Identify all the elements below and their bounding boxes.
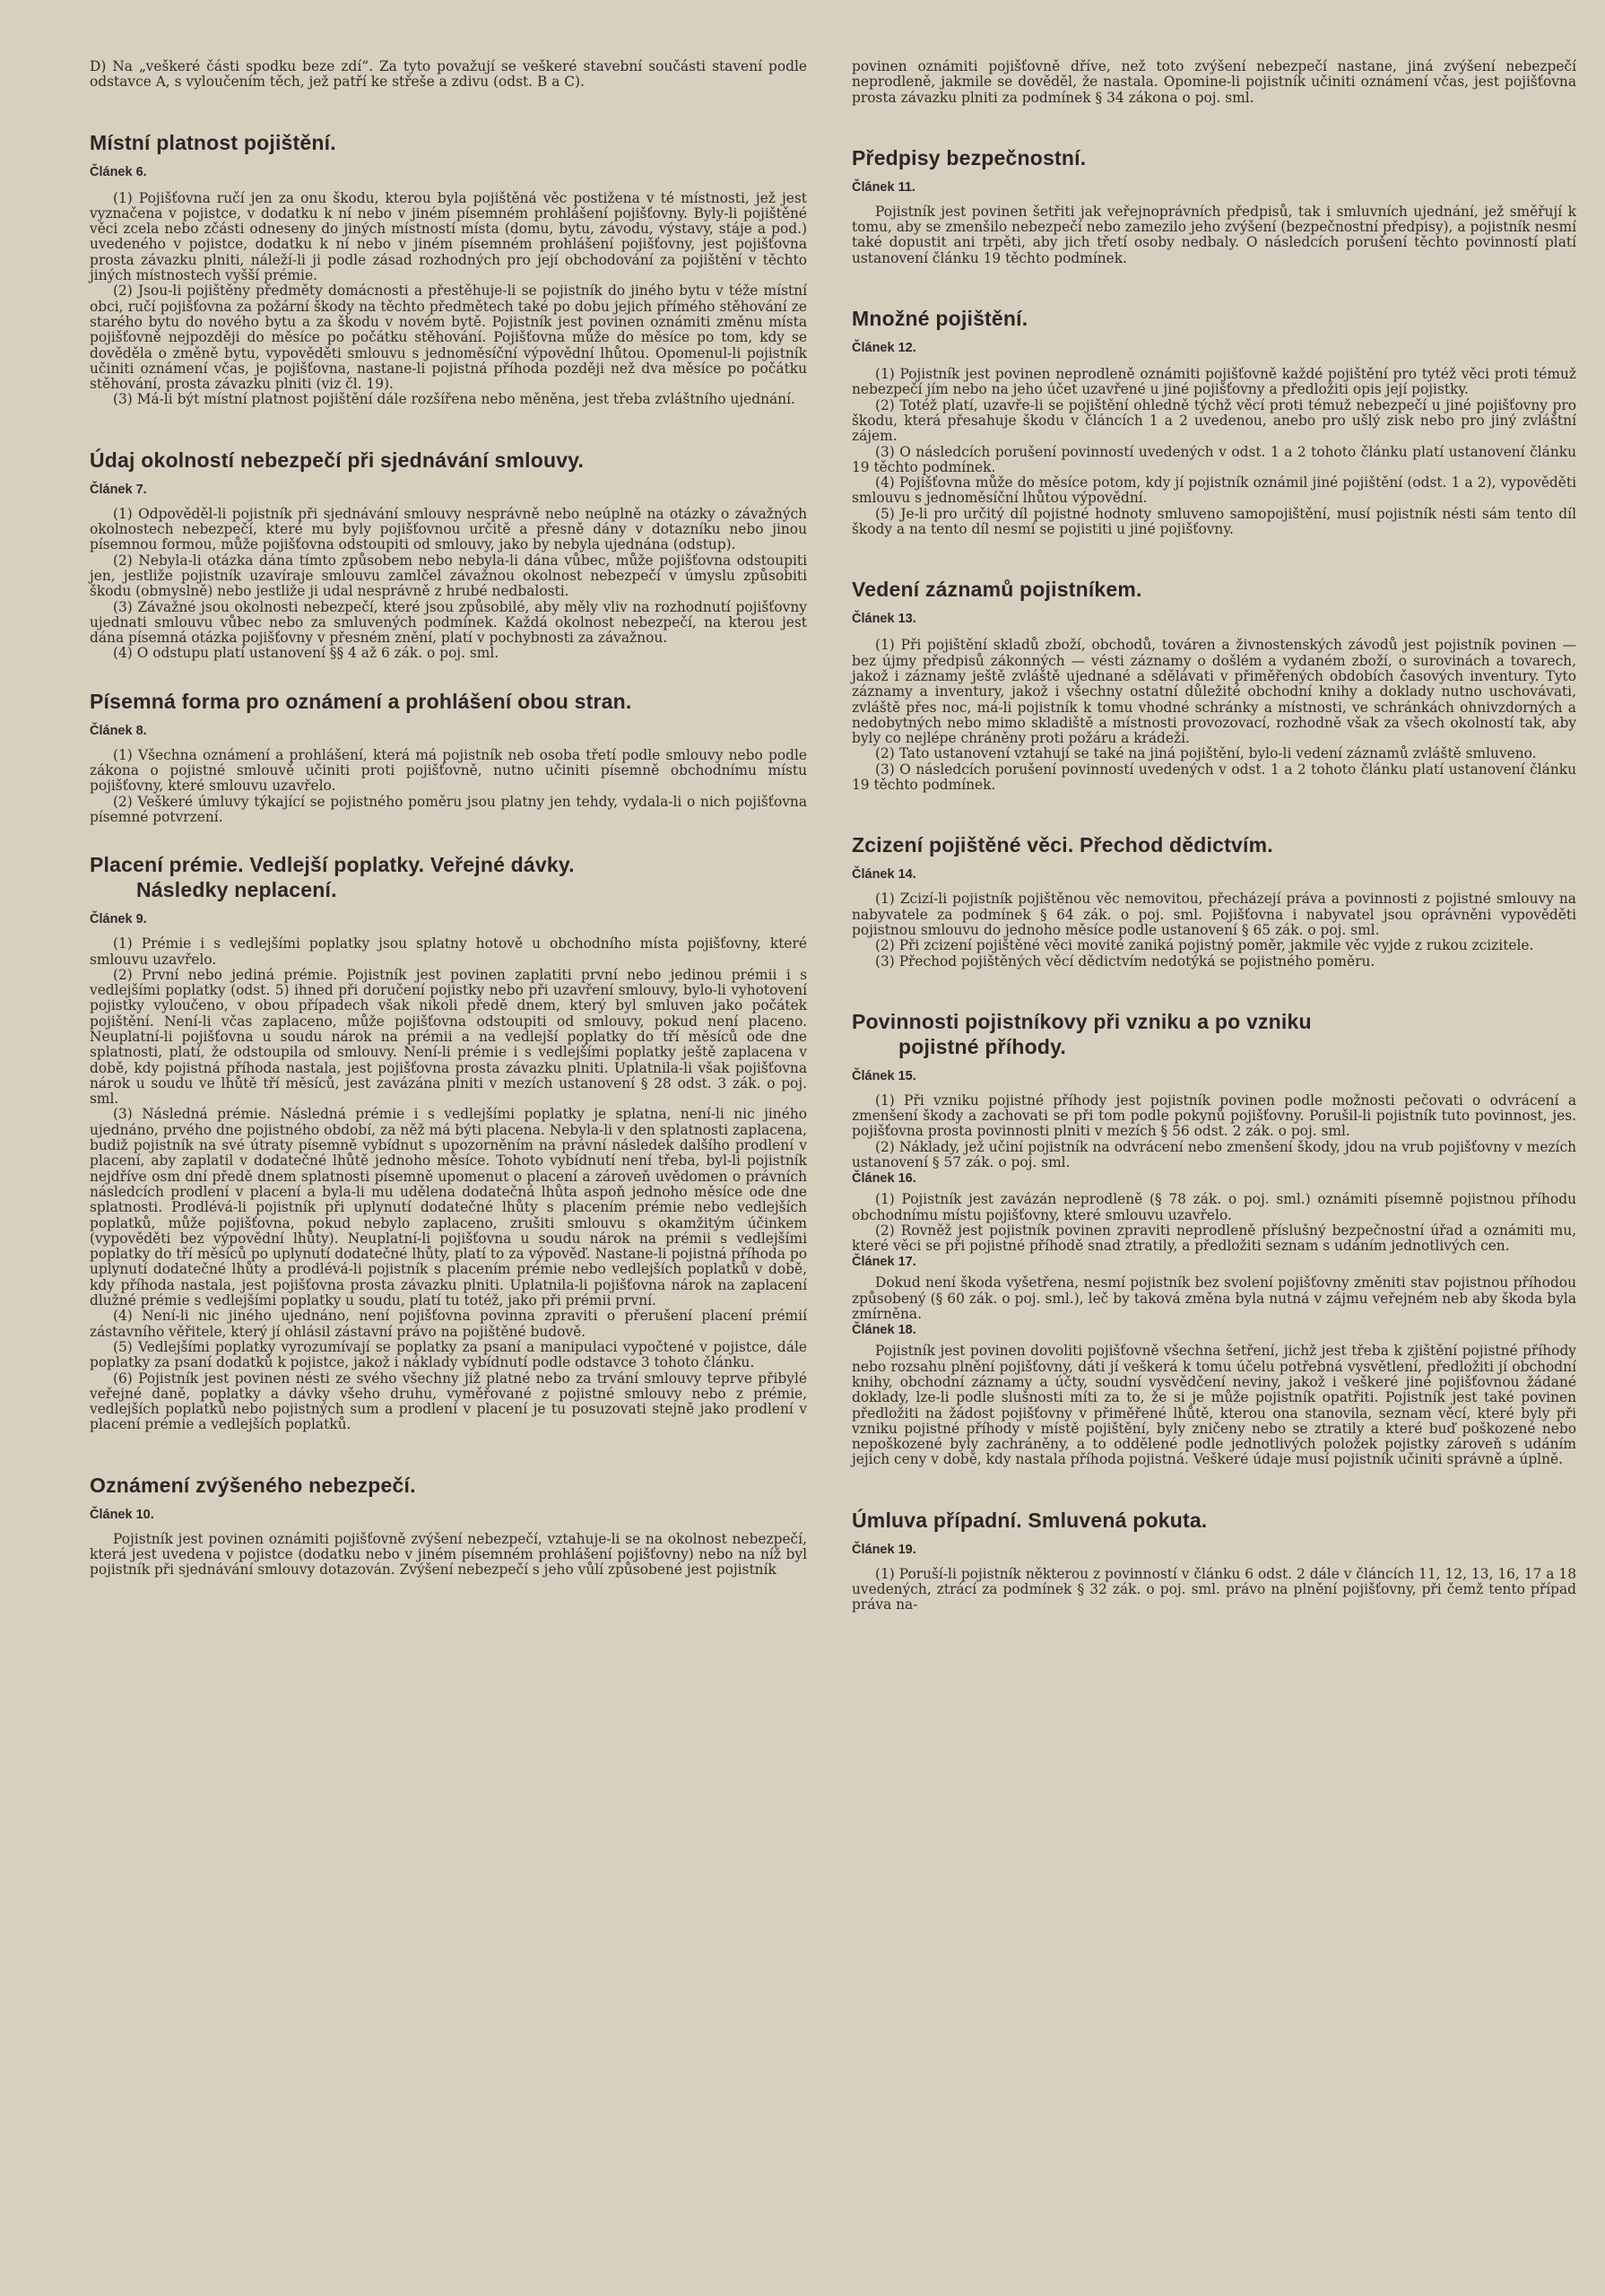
article-8-para-2: (2) Veškeré úmluvy týkající se pojistného poměru jsou platny jen tehdy, vydala-li o nich pojišťovna písemné potvrzení.: [90, 793, 807, 825]
article-7-heading: Článek 7.: [90, 482, 147, 497]
article-15-para-2: (2) Náklady, jež učiní pojistník na odvrácení nebo zmenšení škody, jdou na vrub pojišťovny v mezích ustanovení § 57 zák. o poj. sml.: [852, 1138, 1576, 1170]
section-title-pisemna-forma: Písemná forma pro oznámení a prohlášení obou stran.: [90, 689, 632, 713]
right-column: [852, 59, 1576, 1613]
article-14-para-2: (2) Při zcizení pojištěné věci movité zaniká pojistný poměr, jakmile věc vyjde z rukou zcizitele.: [875, 937, 1534, 954]
article-10-heading: Článek 10.: [90, 1507, 154, 1522]
article-9-para-1: (1) Prémie i s vedlejšími poplatky jsou splatny hotově u obchodního místa pojišťovny, které smlouvu uzavřelo.: [90, 935, 807, 968]
article-7-para-3: (3) Závažné jsou okolnosti nebezpečí, které jsou způsobilé, aby měly vliv na rozhodnutí pojišťovny ujednati smlouvu vůbec nebo za smluvených podmínek. Každá okolnost nebezpečí, na kterou jest dána písemná otázka pojišťovny v přesném znění, platí v pochybnosti za závažnou.: [90, 598, 807, 647]
article-11-heading: Článek 11.: [852, 179, 915, 195]
article-12-heading: Článek 12.: [852, 341, 916, 356]
article-9-para-3: (3) Následná prémie. Následná prémie i s vedlejšími poplatky je splatna, není-li nic jiného ujednáno, prvého dne pojistného období, za něž má býti placena. Nebyla-li v den splatnosti zaplacena, budiž pojistník na své útraty písemně vybídnut s upozorněním na právní následek dalšího prodlení v placení, aby zaplatil v dodatečné lhůtě jednoho měsíce. Tohoto vybídnutí není třeba, byl-li pojistník nejdříve osm dní předě dnem splatnosti písemně upomenut o placení a zároveň uvědomen o právních následcích prodlení v placení a byla-li mu udělena dodatečná lhůta aspoň jednoho měsíce ode dne splatnosti. Prodlévá-li pojistník při uplynutí dodatečné lhůty s placením prémie nebo vedlejších poplatků, může pojišťovna, pokud nebylo zaplaceno, zrušiti smlouvu s okamžitým účinkem (vypověděti bez výpovědní lhůty). Neuplatní-li pojišťovna u soudu nárok na prémii s vedlejšími poplatky do tří měsíců po uplynutí dodatečné lhůty, platí to za výpověď. Nastane-li pojistná příhoda po uplynutí dodatečné lhůty a prodlévá-li pojistník s placením prémie nebo vedlejších poplatků v době, kdy příhoda nastala, jest pojišťovna prosta závazku plniti. Uplatnila-li pojišťovna nárok na zaplacení dlužné prémie s vedlejšími poplatky u soudu, platí tu totéž, jako při prémii první.: [90, 1106, 807, 1309]
article-13-para-3: (3) O následcích porušení povinností uvedených v odst. 1 a 2 tohoto článku platí ustanovení článku 19 těchto podmínek.: [852, 761, 1576, 794]
section-title-vedeni-zaznamu: Vedení záznamů pojistníkem.: [852, 578, 1142, 602]
section-title-placeni-premie: Placení prémie. Vedlejší poplatky. Veřejné dávky.: [90, 853, 575, 877]
article-18-para-1: Pojistník jest povinen dovoliti pojišťovně všechna šetření, jichž jest třeba k zjištění pojistné příhody nebo rozsahu plnění pojišťovny, dáti jí veškerá k tomu účelu potřebná vysvětlení, předložiti jí obchodní knihy, obchodní záznamy a účty, soudní vysvědčení neviny, jakož i veškeré jiné pojišťovnou žádané doklady, lze-li podle slušnosti míti za to, že si je může pojistník opatřiti. Pojistník jest také povinen předložiti na žádost pojišťovny v přiměřené lhůtě, kterou ona stanovila, seznam věcí, které byly při vzniku pojistné příhody v místě pojištění, byly zničeny nebo se ztratily a které buď poškozené nebo nepoškozené byly zachráněny, a to oddělené podle jednotlivých položek pojistky zároveň s udáním jejich ceny v době, kdy nastala příhoda pojistná. Veškeré údaje musí pojistník učiniti správně a úplně.: [852, 1343, 1576, 1468]
article-6-para-3: (3) Má-li být místní platnost pojištění dále rozšířena nebo měněna, jest třeba zvláštního ujednání.: [113, 391, 795, 408]
article-7-para-4: (4) O odstupu platí ustanovení §§ 4 až 6 zák. o poj. sml.: [113, 645, 499, 662]
section-title-zcizeni: Zcizení pojištěné věci. Přechod dědictvím.: [852, 833, 1273, 857]
article-16-para-2: (2) Rovněž jest pojistník povinen zpraviti neprodleně příslušný bezpečnostní úřad a oznámiti mu, které věci se při pojistné příhodě snad ztratily, a předložiti seznam s udáním jednotlivých cen.: [852, 1222, 1576, 1255]
article-7-para-1: (1) Odpověděl-li pojistník při sjednávání smlouvy nesprávně nebo neúplně na otázky o závažných okolnostech nebezpečí, které mu byly pojišťovnou určitě a přesně dány v dotazníku nebo jinou písemnou formou, může pojišťovna odstoupiti od smlouvy, jako by nebyla ujednána (odstup).: [90, 505, 807, 553]
article-6-para-1: (1) Pojišťovna ručí jen za onu škodu, kterou byla pojištěná věc postižena v té místnosti, jež jest vyznačena v pojistce, v dodatku k ní nebo v jiném písemném prohlášení pojišťovny. Byly-li pojištěné věci zcela nebo zčásti odneseny do jiných místností místa (domu, bytu, závodu, výstavy, stáje a pod.) uvedeného v pojistce, dodatku k ní nebo v jiném písemném prohlášení pojišťovny, jest pojišťovna prosta závazku plniti, náleží-li ji podle zásad rozhodných pro její obchodování za pojištění v těchto jiných místnostech vyšší prémie.: [90, 189, 807, 284]
section-title-oznameni-nebezpeci: Oznámení zvýšeného nebezpečí.: [90, 1473, 416, 1497]
article-16-heading: Článek 16.: [852, 1171, 916, 1187]
section-title-predpisy: Předpisy bezpečnostní.: [852, 145, 1087, 170]
article-19-heading: Článek 19.: [852, 1542, 916, 1557]
article-12-para-3: (3) O následcích porušení povinností uvedených v odst. 1 a 2 tohoto článku platí ustanovení článku 19 těchto podmínek.: [852, 443, 1576, 475]
section-title-udaj-okolnosti: Údaj okolností nebezpečí při sjednávání smlouvy.: [90, 448, 585, 472]
article-19-para-1: (1) Poruší-li pojistník některou z povinností v článku 6 odst. 2 dále v článcích 11, 12, 13, 16, 17 a 18 uvedených, ztrácí za podmínek § 32 zák. o poj. sml. právo na plnění pojišťovny, při čemž tento případ práva na-: [852, 1565, 1576, 1613]
section-title-umluva: Úmluva případní. Smluvená pokuta.: [852, 1508, 1208, 1532]
article-9-para-2: (2) První nebo jediná prémie. Pojistník jest povinen zaplatiti první nebo jedinou prémii i s vedlejšími poplatky (odst. 5) ihned při doručení pojistky nebo při uzavření smlouvy, bylo-li vyhotovení pojistky vyloučeno, v obou případech však nikoli předě dnem, který byl smluven jako počátek pojištění. Není-li včas zaplaceno, může pojišťovna odstoupiti od smlouvy, pokud není placeno. Neuplatní-li pojišťovna u soudu nárok na prémii a na vedlejší poplatky do tří měsíců ode dne splatnosti, platí, že odstoupila od smlouvy. Není-li prémie i s vedlejšími poplatky ještě zaplacena v době, kdy pojistná příhoda nastala, jest pojišťovna prosta závazku plniti. Uplatnila-li však pojišťovna nárok u soudu ve lhůtě tří měsíců, jest zavázána plniti v mezích ustanovení § 28 odst. 3 zák. o poj. sml.: [90, 966, 807, 1108]
article-13-para-2: (2) Tato ustanovení vztahují se také na jiná pojištění, bylo-li vedení záznamů zvláště smluveno.: [875, 745, 1537, 762]
article-16-para-1: (1) Pojistník jest zavázán neprodleně (§ 78 zák. o poj. sml.) oznámiti písemně pojistnou příhodu obchodnímu místu pojišťovny, které smlouvu uzavřelo.: [852, 1191, 1576, 1223]
article-15-para-1: (1) Při vzniku pojistné příhody jest pojistník povinen podle možnosti pečovati o odvrácení a zmenšení škody a zachovati se při tom podle pokynů pojišťovny. Porušil-li pojistník tuto povinnost, jes. pojišťovna prosta povinnosti plniti v mezích § 56 odst. 2 zák. o poj. sml.: [852, 1091, 1576, 1140]
article-8-heading: Článek 8.: [90, 723, 147, 738]
section-title-mistni-platnost: Místní platnost pojištění.: [90, 130, 336, 154]
article-9-para-5: (5) Vedlejšími poplatky vyrozumívají se poplatky za psaní a manipulaci vypočtené v pojistce, dále poplatky za psaní dodatků k pojistce, jakož i náklady vybídnutí podle odstavce 3 tohoto článku.: [90, 1338, 807, 1371]
article-17-para-1: Dokud není škoda vyšetřena, nesmí pojistník bez svolení pojišťovny změniti stav pojistnou příhodou způsobený (§ 60 zák. o poj. sml.), leč by taková změna byla nutná v zájmu veřejném neb aby škoda byla zmírněna.: [852, 1274, 1576, 1323]
article-12-para-4: (4) Pojišťovna může do měsíce potom, kdy jí pojistník oznámil jiné pojištění (odst. 1 a 2), vypověděti smlouvu s jednoměsíční lhůtou výpovědní.: [852, 474, 1576, 507]
section-title-pojistne-prihody: pojistné příhody.: [898, 1034, 1066, 1058]
article-9-para-6: (6) Pojistník jest povinen nésti ze svého všechny již platné nebo za trvání smlouvy teprve přibylé veřejné daně, poplatky a dávky všeho druhu, vyměřované z pojistné smlouvy nebo z prémie, vedlejších poplatků nebo pojistných sum a prodlení v placení je tu posuzovati stejně jako prodlení v placení prémie a vedlejších poplatků.: [90, 1370, 807, 1433]
article-12-para-2: (2) Totéž platí, uzavře-li se pojištění ohledně týchž věcí proti témuž nebezpečí u jiné pojišťovny pro škodu, která přesahuje škodu v článcích 1 a 2 uvedenou, anebo pro ušlý zisk nebo pro jiný zvláštní zájem.: [852, 396, 1576, 445]
article-14-heading: Článek 14.: [852, 867, 916, 883]
section-title-povinnosti: Povinnosti pojistníkovy při vzniku a po vzniku: [852, 1009, 1312, 1033]
paragraph-d: D) Na „veškeré části spodku beze zdí“. Za tyto považují se veškeré stavební součásti stavení podle odstavce A, s vyloučením těch, jež patří ke střeše a zdivu (odst. B a C).: [90, 58, 807, 91]
article-14-para-3: (3) Přechod pojištěných věcí dědictvím nedotýká se pojistného poměru.: [875, 952, 1375, 970]
article-9-para-4: (4) Není-li nic jiného ujednáno, není pojišťovna povinna zpraviti o přerušení placení prémií zástavního věřitele, který jí ohlásil zástavní právo na pojištěné budově.: [90, 1308, 807, 1340]
section-title-mnozne-pojisteni: Množné pojištění.: [852, 307, 1028, 331]
article-10-continuation: povinen oznámiti pojišťovně dříve, než toto zvýšení nebezpečí nastane, jiná zvýšení nebezpečí neprodleně, jakmile se dověděl, že nastala. Opomine-li pojistník učiniti oznámení včas, jest pojišťovna prosta závazku plniti za podmínek § 34 zákona o poj. sml.: [852, 58, 1576, 106]
left-column: [90, 59, 807, 1578]
article-15-heading: Článek 15.: [852, 1068, 916, 1083]
article-12-para-1: (1) Pojistník jest povinen neprodleně oznámiti pojišťovně každé pojištění pro tytéž věci proti témuž nebezpečí jím nebo na jeho účet uzavřené u jiné pojišťovny a předložiti opis její pojistky.: [852, 366, 1576, 398]
article-9-heading: Článek 9.: [90, 912, 147, 927]
article-18-heading: Článek 18.: [852, 1323, 916, 1338]
article-12-para-5: (5) Je-li pro určitý díl pojistné hodnoty smluveno samopojištění, musí pojistník nésti sám tento díl škody a na tento díl nesmí se pojistiti u jiné pojišťovny.: [852, 505, 1576, 538]
article-14-para-1: (1) Zcizí-li pojistník pojištěnou věc nemovitou, přecházejí práva a povinnosti z pojistné smlouvy na nabyvatele za podmínek § 64 zák. o poj. sml. Pojišťovna i nabyvatel jsou oprávněni vypověděti pojistnou smlouvu do jednoho měsíce podle ustanovení § 65 zák. o poj. sml.: [852, 891, 1576, 938]
article-11-para-1: Pojistník jest povinen šetřiti jak veřejnoprávních předpisů, tak i smluvních ujednání, jež směřují k tomu, aby se zmenšilo nebezpečí nebo zamezilo jeho zvýšení (bezpečnostní předpisy), a pojistník nesmí také dopustit ani trpěti, aby jich třetí osoby nedbaly. O následcích porušení těchto povinností platí ustanovení článku 19 těchto podmínek.: [852, 203, 1576, 266]
article-13-para-1: (1) Při pojištění skladů zboží, obchodů, továren a živnostenských závodů jest pojistník povinen — bez újmy předpisů zákonných — vésti záznamy o došlém a vydaném zboží, o surovinách a tovarech, jakož i záznamy ještě zvláště ujednané a sdělávati v přiměřených obdobích časových inventury. Tyto záznamy a inventury, jakož i všechny ostatní důležité obchodní knihy a doklady nutno uschovávati, zvláště přes noc, má-li pojistník k tomu vhodné schránky a místnosti, ve schránkách ohnivzdorných a nedobytných nebo mimo skladiště a místnosti provozovací, rozhodně však za všech okolností tak, aby byly co nejlépe chráněny proti požáru a krádeži.: [852, 637, 1576, 747]
article-13-heading: Článek 13.: [852, 612, 916, 627]
article-8-para-1: (1) Všechna oznámení a prohlášení, která má pojistník neb osoba třetí podle smlouvy nebo podle zákona o pojistné smlouvě učiniti proti pojišťovně, nutno učiniti písemně obchodnímu místu pojišťovny, které smlouvu uzavřelo.: [90, 746, 807, 795]
article-6-para-2: (2) Jsou-li pojištěny předměty domácnosti a přestěhuje-li se pojistník do jiného bytu v téže místní obci, ručí pojišťovna za požární škody na těchto předmětech také po dobu jejich přímého stěhování ze starého bytu do nového bytu a za škodu v novém bytě. Pojistník jest povinen oznámiti změnu místa pojišťovně nejpozději do měsíce po počátku stěhování. Pojišťovna může do měsíce po tom, kdy se dověděla o změně bytu, vypověděti smlouvu s jednoměsíční výpovědní lhůtou. Opomenul-li pojistník učiniti oznámení včas, je pojišťovna, nastane-li pojistná příhoda později než dva měsíce po počátku stěhování, prosta závazku plniti (viz čl. 19).: [90, 283, 807, 393]
article-10-para-1: Pojistník jest povinen oznámiti pojišťovně zvýšení nebezpečí, vztahuje-li se na okolnost nebezpečí, která jest uvedena v pojistce (dodatku nebo v jiném písemném prohlášení pojišťovny) nebo na níž byl pojistník při sjednávání smlouvy dotazován. Zvýšení nebezpečí s jeho vůlí způsobené jest pojistník: [90, 1530, 807, 1578]
article-7-para-2: (2) Nebyla-li otázka dána tímto způsobem nebo nebyla-li dána vůbec, může pojišťovna odstoupiti jen, jestliže pojistník uzavíraje smlouvu zamlčel závažnou okolnost nebezpečí v úmyslu způsobiti škodu (obmyslně) nebo jestliže ji udal nesprávně z hrubé nedbalosti.: [90, 552, 807, 600]
section-title-nasledky-neplaceni: Následky neplacení.: [136, 878, 337, 902]
article-6-heading: Článek 6.: [90, 164, 147, 179]
article-17-heading: Článek 17.: [852, 1255, 916, 1270]
